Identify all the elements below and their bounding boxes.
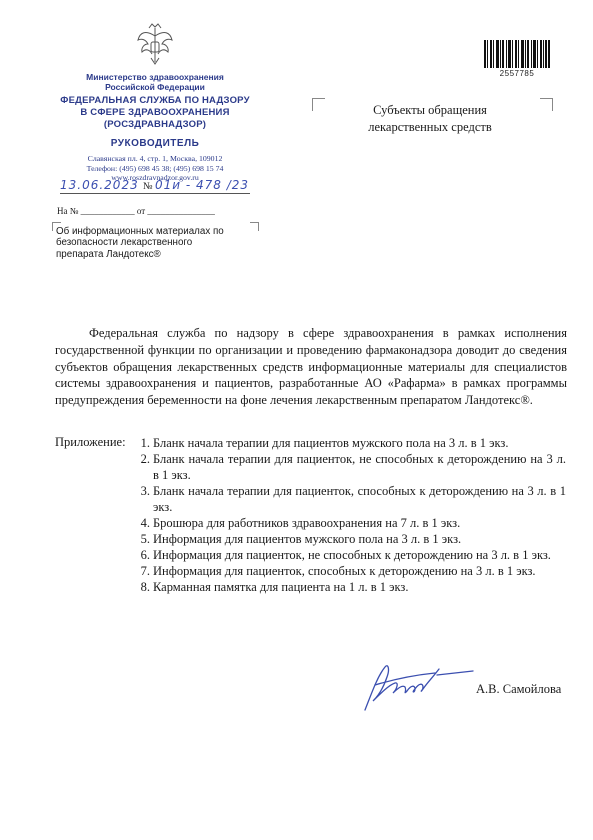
date-underline bbox=[60, 193, 250, 194]
attachment-item bbox=[136, 563, 566, 579]
attachment-text: Карманная памятка для пациента на 1 л. в 1 экз. bbox=[153, 580, 409, 594]
agency-name bbox=[50, 95, 260, 131]
attachment-text: Бланк начала терапии для пациенток, способных к деторождению на 3 л. в 1 экз. bbox=[153, 484, 566, 514]
attachment-text: Брошюра для работников здравоохранения на 7 л. в 1 экз. bbox=[153, 516, 461, 530]
attachment-item bbox=[136, 579, 566, 595]
attachment-number: 4. bbox=[140, 516, 150, 530]
recipient-corner-right bbox=[540, 98, 553, 111]
phone: Телефон: (495) 698 45 38; (495) 698 15 74 bbox=[86, 163, 224, 173]
barcode bbox=[484, 40, 550, 68]
attachment-number: 5. bbox=[140, 532, 150, 546]
attachment-number: 7. bbox=[140, 564, 150, 578]
attachment-item bbox=[136, 483, 566, 515]
reply-to-line: На № ____________ от _______________ bbox=[57, 206, 215, 216]
attachment-text: Бланк начала терапии для пациенток, не способных к деторождению на 3 л. в 1 экз. bbox=[153, 452, 566, 482]
handwritten-signature bbox=[355, 655, 475, 715]
subject-line: препарата Ландотекс® bbox=[56, 248, 161, 260]
handwritten-date: 13.06.2023 bbox=[60, 178, 139, 192]
subject-line: безопасности лекарственного bbox=[56, 237, 193, 249]
recipient-corner-left bbox=[312, 98, 325, 111]
attachment-number: 8. bbox=[140, 580, 150, 594]
attachment-text: Информация для пациенток, способных к деторождению на 3 л. в 1 экз. bbox=[153, 564, 536, 578]
ministry-name bbox=[60, 72, 250, 92]
recipient-block bbox=[345, 102, 515, 136]
ministry-line: Министерство здравоохранения bbox=[86, 72, 224, 82]
ministry-line: Российской Федерации bbox=[105, 82, 205, 92]
attachment-item bbox=[136, 451, 566, 483]
attachment-item bbox=[136, 531, 566, 547]
barcode-number: 2557785 bbox=[499, 69, 535, 78]
address: Славянская пл. 4, стр. 1, Москва, 109012 bbox=[87, 154, 223, 163]
recipient-line: лекарственных средств bbox=[368, 120, 492, 134]
agency-line: В СФЕРЕ ЗДРАВООХРАНЕНИЯ bbox=[80, 107, 230, 118]
coat-of-arms-emblem bbox=[136, 22, 174, 66]
agency-line: ФЕДЕРАЛЬНАЯ СЛУЖБА ПО НАДЗОРУ bbox=[60, 95, 250, 106]
attachment-number: 6. bbox=[140, 548, 150, 562]
attachment-number: 2. bbox=[140, 452, 150, 466]
attachments-label: Приложение: bbox=[55, 435, 126, 449]
attachment-text: Бланк начала терапии для пациентов мужского пола на 3 л. в 1 экз. bbox=[153, 436, 509, 450]
agency-line: (РОСЗДРАВНАДЗОР) bbox=[103, 119, 207, 130]
attachment-text: Информация для пациентов мужского пола на 3 л. в 1 экз. bbox=[153, 532, 462, 546]
attachment-item bbox=[136, 547, 566, 563]
recipient-line: Субъекты обращения bbox=[373, 103, 487, 117]
subject-line: Об информационных материалах по bbox=[56, 226, 224, 237]
website: www.roszdravnadzor.gov.ru bbox=[111, 173, 199, 183]
subject-block bbox=[56, 226, 256, 260]
handwritten-ref-number: 01и - 478 /23 bbox=[155, 178, 250, 192]
body-paragraph: Федеральная служба по надзору в сфере здравоохранения в рамках исполнения государственной функции по организации и проведению фармаконадзора доводит до сведения субъектов обращения лекарственных средств информационные материалы для специалистов системы здравоохранения и пациентов, разработанные АО «Рафарма» в рамках программы предупреждения беременности на фоне лечения лекарственным препаратом Ландотекс®. bbox=[55, 326, 567, 408]
attachment-number: 1. bbox=[140, 436, 150, 450]
position-title: РУКОВОДИТЕЛЬ bbox=[110, 138, 200, 149]
attachments-list bbox=[136, 435, 566, 595]
attachment-text: Информация для пациенток, не способных к деторождению на 3 л. в 1 экз. bbox=[153, 548, 551, 562]
attachment-item bbox=[136, 435, 566, 451]
attachment-item bbox=[136, 515, 566, 531]
signer-name: А.В. Самойлова bbox=[476, 682, 562, 696]
number-symbol: № bbox=[143, 181, 153, 192]
attachment-number: 3. bbox=[140, 484, 150, 498]
